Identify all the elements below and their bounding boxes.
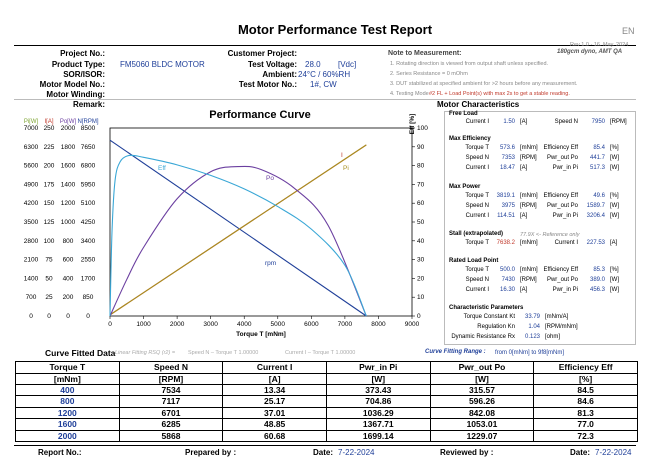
char-u1-cell: [A] (520, 213, 528, 219)
fit-cell: 1200 (16, 407, 120, 419)
language-toggle[interactable]: EN (622, 26, 635, 36)
voltage-label: Test Voltage: (247, 60, 297, 69)
note-item: 1. Rotating direction is viewed from output shaft unless specified. (390, 61, 549, 67)
char-v2-cell: 517.3 (589, 165, 605, 171)
fit-cell: 373.43 (326, 384, 430, 396)
char-u2-cell: [%] (610, 193, 619, 199)
char-u2-cell: [W] (610, 287, 619, 293)
eff-axis-tick: 50 (417, 219, 425, 226)
char-v1-cell: 18.47 (499, 165, 515, 171)
fit-header-cell: Torque T (16, 362, 120, 374)
fit-row (16, 419, 638, 431)
stall-current-label: Current I (554, 240, 578, 246)
left-axis-tick: 1000 (60, 219, 76, 226)
fit-header-cell: Current I (223, 362, 327, 374)
char-v1-cell: 114.51 (497, 213, 515, 219)
curve-label-rpm: rpm (265, 260, 277, 267)
testing-mode-value: #2 FL + Load Point(s) with max 2s to get a stable reading. (429, 91, 570, 97)
fit-cell: 25.17 (223, 396, 327, 408)
report-no-label: Report No.: (38, 448, 82, 457)
char-u2-cell: [W] (610, 277, 619, 283)
param-label: Torque Constant Kt (463, 314, 515, 320)
stall-torque-label: Torque T (465, 240, 489, 246)
char-u1-cell: [mNm] (520, 267, 538, 273)
eff-axis-tick: 70 (417, 181, 425, 189)
voltage-value: 28.0 (305, 60, 321, 69)
char-l1-cell: Speed N (465, 277, 489, 283)
fit-row (16, 430, 638, 442)
x-axis-tick: 8000 (371, 321, 386, 328)
left-axis-tick: 3500 (23, 219, 39, 226)
param-value: 33.79 (524, 314, 540, 320)
fit-unit-cell: [A] (223, 373, 327, 384)
left-axis-tick: 4900 (23, 181, 39, 189)
fit-header-cell: Speed N (119, 362, 223, 374)
char-l1-cell: Current I (465, 165, 489, 171)
left-axis-tick: 5100 (80, 200, 96, 208)
char-l1-cell: Torque T (465, 193, 489, 199)
fit-cell: 1367.71 (326, 419, 430, 431)
date-label: Date: (313, 448, 334, 457)
characteristics-title: Motor Characteristics (437, 100, 520, 109)
left-axis-tick: 225 (43, 143, 55, 151)
reviewed-date-value: 7-22-2024 (595, 448, 632, 457)
char-l1-cell: Speed N (465, 203, 489, 209)
project-no-label: Project No.: (60, 49, 105, 58)
left-axis-tick: 175 (43, 181, 55, 189)
left-axis-tick: 0 (86, 313, 90, 320)
report-title: Motor Performance Test Report (237, 22, 433, 37)
char-v1-cell: 500.0 (499, 267, 515, 273)
free-load-speed-value: 7950 (591, 119, 605, 125)
fit-cell: 704.86 (326, 396, 430, 408)
x-axis-label: Torque T [mNm] (236, 331, 286, 338)
curve-po (110, 166, 366, 316)
eff-axis-label: Eff [%] (409, 113, 416, 135)
char-v2-cell: 389.0 (589, 277, 605, 283)
x-axis-tick: 0 (108, 321, 112, 328)
char-u2-cell: [W] (610, 165, 619, 171)
left-axis-tick: 250 (43, 125, 55, 132)
char-l2-cell: Pwr_in Pi (552, 213, 578, 219)
left-axis-tick: 0 (66, 313, 70, 320)
revision-label: Rev 1.0 · 16. May. 2024 (570, 42, 629, 48)
free-load-current-unit: [A] (520, 119, 528, 125)
free-load-title: Free Load (449, 111, 478, 117)
char-u2-cell: [W] (610, 203, 619, 209)
char-v1-cell: 7353 (501, 155, 515, 161)
char-u1-cell: [RPM] (520, 155, 537, 161)
stall-current-value: 227.53 (586, 240, 605, 246)
curve-label-i: I (341, 152, 343, 159)
char-l2-cell: Pwr_out Po (546, 203, 578, 209)
char-u1-cell: [mNm] (520, 145, 538, 151)
char-v1-cell: 16.30 (499, 287, 515, 293)
model-label: Motor Model No.: (39, 80, 105, 89)
char-l2-cell: Efficiency Eff (543, 193, 578, 199)
left-axis-tick: 1200 (60, 200, 76, 208)
char-l2-cell: Pwr_in Pi (552, 287, 578, 293)
sor-label: SOR/ISOR: (63, 70, 105, 79)
left-axis-tick: 2000 (60, 125, 76, 132)
left-axis-tick: 800 (62, 237, 74, 245)
char-u1-cell: [A] (520, 165, 528, 171)
free-load-speed-unit: [RPM] (610, 119, 627, 125)
left-axis-tick: 0 (47, 313, 51, 320)
x-axis-tick: 9000 (404, 321, 420, 328)
footer-divider (14, 445, 636, 446)
eff-axis-tick: 100 (417, 125, 428, 132)
fit-row (16, 384, 638, 396)
left-axis-tick: 2550 (80, 256, 96, 264)
prepared-date-value: 7-22-2024 (338, 448, 375, 457)
left-axis-tick: 125 (43, 219, 55, 226)
char-l2-cell: Pwr_out Po (546, 155, 578, 161)
curve-label-eff: Eff (158, 165, 166, 172)
param-unit: [ohm] (545, 334, 561, 340)
left-axis-tick: 8500 (80, 125, 96, 132)
left-axis-tick: 2100 (23, 256, 39, 264)
char-v2-cell: 85.3 (593, 267, 605, 273)
fit-header-cell: Pwr_out Po (430, 362, 534, 374)
eff-axis-tick: 40 (417, 237, 425, 245)
note-item: 3. DUT stabilized at specified ambient for >2 hours before any measurement. (390, 81, 578, 87)
left-axis-tick: 850 (82, 294, 94, 302)
fit-cell: 6701 (119, 407, 223, 419)
char-v2-cell: 1589.7 (586, 203, 605, 209)
curve-eff (110, 155, 366, 316)
fit-cell: 72.3 (534, 430, 638, 442)
char-v1-cell: 3819.1 (496, 193, 515, 199)
fit-header-cell: Efficiency Eff (534, 362, 638, 374)
fit-units-row (16, 373, 638, 384)
chart-title: Performance Curve (209, 109, 311, 121)
x-axis-tick: 4000 (236, 321, 252, 328)
fit-header-cell: Pwr_in Pi (326, 362, 430, 374)
char-v2-cell: 49.6 (593, 193, 605, 199)
fit-unit-cell: [W] (326, 373, 430, 384)
stall-note: 77.9X <- Reference only (520, 232, 580, 238)
left-axis-tick: 2800 (23, 237, 39, 245)
char-v1-cell: 573.6 (499, 145, 515, 151)
fit-header-row (16, 362, 638, 374)
stall-torque-unit: [mNm] (520, 240, 538, 246)
curve-label-pi: Pi (343, 165, 349, 172)
stall-title: Stall (extrapolated) (449, 231, 504, 237)
fit-unit-cell: [W] (430, 373, 534, 384)
left-axis-tick: 50 (45, 275, 53, 283)
char-u2-cell: [W] (610, 213, 619, 219)
x-axis-tick: 3000 (203, 321, 218, 328)
x-axis-tick: 5000 (270, 321, 286, 328)
fit-cell: 60.68 (223, 430, 327, 442)
left-axis-header: Pi[W] (23, 119, 39, 125)
char-l2-cell: Efficiency Eff (543, 145, 578, 151)
left-axis-tick: 3400 (80, 237, 96, 245)
char-u1-cell: [RPM] (520, 203, 537, 209)
eff-axis-tick: 10 (417, 294, 425, 302)
performance-chart (0, 100, 445, 343)
char-l1-cell: Torque T (465, 145, 489, 151)
left-axis-header: N[RPM] (77, 119, 99, 125)
fit-cell: 1036.29 (326, 407, 430, 419)
product-type-value: FM5060 BLDC MOTOR (120, 60, 205, 69)
x-axis-tick: 2000 (169, 321, 185, 328)
fit-title: Curve Fitted Data (45, 348, 116, 358)
fit-cell: 2000 (16, 430, 120, 442)
char-u1-cell: [RPM] (520, 277, 537, 283)
left-axis-tick: 7000 (23, 125, 39, 132)
fit-row (16, 396, 638, 408)
x-axis-tick: 1000 (136, 321, 151, 328)
eff-axis-tick: 90 (417, 143, 425, 151)
left-axis-header: Po[W] (59, 119, 77, 125)
max-eff-title: Max Efficiency (449, 136, 491, 142)
rsq-current: Current I – Torque T 1.00000 (285, 350, 356, 356)
char-v2-cell: 456.3 (589, 287, 605, 293)
stall-torque-value: 7638.2 (496, 240, 515, 246)
left-axis-tick: 400 (62, 275, 74, 283)
eff-axis-tick: 0 (417, 313, 421, 320)
left-axis-tick: 1400 (23, 275, 39, 283)
reviewed-by-label: Reviewed by : (440, 448, 494, 457)
param-unit: [RPM/mNm] (545, 324, 578, 330)
fit-unit-cell: [%] (534, 373, 638, 384)
left-axis-tick: 4200 (23, 200, 39, 208)
char-v2-cell: 441.7 (589, 155, 605, 161)
date-label: Date: (570, 448, 591, 457)
stall-current-unit: [A] (610, 240, 618, 246)
note-item: 4. Testing Mode (390, 91, 429, 97)
char-v1-cell: 3975 (501, 203, 515, 209)
left-axis-tick: 75 (45, 256, 53, 264)
fit-cell: 6285 (119, 419, 223, 431)
eff-axis-tick: 80 (417, 162, 425, 170)
left-axis-tick: 1600 (60, 162, 76, 170)
fit-cell: 48.85 (223, 419, 327, 431)
left-axis-tick: 6300 (23, 143, 39, 151)
curve-label-po: Po (266, 175, 274, 182)
char-l2-cell: Pwr_in Pi (552, 165, 578, 171)
left-axis-tick: 200 (43, 162, 55, 170)
fit-cell: 842.08 (430, 407, 534, 419)
motor-no-value: 1#, CW (310, 80, 337, 89)
motor-no-label: Test Motor No.: (238, 80, 297, 89)
char-u2-cell: [W] (610, 155, 619, 161)
left-axis-tick: 5950 (80, 181, 96, 189)
remark-label: Remark: (72, 100, 105, 109)
free-load-current-label: Current I (465, 119, 489, 125)
fit-cell: 37.01 (223, 407, 327, 419)
fit-cell: 1600 (16, 419, 120, 431)
char-u2-cell: [%] (610, 267, 619, 273)
char-v2-cell: 85.4 (593, 145, 605, 151)
left-axis-tick: 200 (62, 294, 74, 302)
params-title: Characteristic Parameters (449, 305, 524, 311)
rsq-label: Linear Fitting RSQ (r2) = (115, 350, 176, 356)
prepared-by-label: Prepared by : (185, 448, 237, 457)
fit-cell: 7534 (119, 384, 223, 396)
char-v1-cell: 7430 (501, 277, 515, 283)
char-v2-cell: 3206.4 (586, 213, 605, 219)
fit-range-label: Curve Fitting Range : (425, 349, 486, 355)
char-u1-cell: [A] (520, 287, 528, 293)
param-unit: [mNm/A] (545, 314, 569, 320)
left-axis-tick: 7650 (80, 143, 96, 151)
ambient-value: 24°C / 60%RH (298, 70, 351, 79)
fit-cell: 315.57 (430, 384, 534, 396)
eff-axis-tick: 20 (417, 275, 425, 283)
fit-cell: 1699.14 (326, 430, 430, 442)
fit-cell: 7117 (119, 396, 223, 408)
fit-table (15, 361, 638, 442)
char-l1-cell: Current I (465, 287, 489, 293)
fit-cell: 77.0 (534, 419, 638, 431)
x-axis-tick: 7000 (337, 321, 353, 328)
param-value: 1.04 (528, 324, 540, 330)
notes-title: Note to Measurement: (388, 50, 462, 57)
left-axis-tick: 4250 (80, 219, 96, 226)
product-type-label: Product Type: (51, 60, 105, 69)
customer-label: Customer Project: (227, 49, 297, 58)
fit-cell: 81.3 (534, 407, 638, 419)
left-axis-tick: 600 (62, 256, 74, 264)
fit-cell: 1229.07 (430, 430, 534, 442)
voltage-unit: [Vdc] (338, 60, 357, 69)
x-axis-tick: 6000 (304, 321, 319, 328)
rated-title: Rated Load Point (449, 258, 499, 264)
char-l1-cell: Speed N (465, 155, 489, 161)
left-axis-header: I[A] (44, 119, 54, 125)
fit-unit-cell: [mNm] (16, 373, 120, 384)
char-l1-cell: Torque T (465, 267, 489, 273)
fit-cell: 5868 (119, 430, 223, 442)
char-l2-cell: Pwr_out Po (546, 277, 578, 283)
char-u2-cell: [%] (610, 145, 619, 151)
note-item: 2. Series Resistance = 0 mOhm (390, 71, 468, 77)
eff-axis-tick: 60 (417, 200, 425, 208)
left-axis-tick: 1800 (60, 143, 76, 151)
left-axis-tick: 100 (43, 237, 55, 245)
fit-row (16, 407, 638, 419)
fit-cell: 84.5 (534, 384, 638, 396)
header-divider (14, 45, 636, 46)
plot-area (110, 128, 412, 316)
param-value: 0.123 (524, 334, 540, 340)
ambient-label: Ambient: (262, 70, 297, 79)
dyno-label: 180gcm dyno, AMT QA (557, 49, 623, 55)
char-l1-cell: Current I (465, 213, 489, 219)
fit-cell: 800 (16, 396, 120, 408)
fit-cell: 1053.01 (430, 419, 534, 431)
left-axis-tick: 150 (43, 200, 55, 208)
fit-range-value: from 0[mNm] to 9f8[mNm] (495, 350, 565, 356)
left-axis-tick: 700 (25, 294, 37, 302)
left-axis-tick: 1700 (80, 275, 96, 283)
rsq-speed: Speed N – Torque T 1.00000 (188, 350, 259, 356)
char-u1-cell: [mNm] (520, 193, 538, 199)
winding-label: Motor Winding: (46, 90, 105, 99)
free-load-speed-label: Speed N (554, 119, 578, 125)
fit-cell: 400 (16, 384, 120, 396)
max-power-title: Max Power (449, 184, 481, 190)
fit-cell: 84.6 (534, 396, 638, 408)
left-axis-tick: 5600 (23, 162, 39, 170)
left-axis-tick: 25 (45, 294, 53, 302)
free-load-current-value: 1.50 (503, 119, 515, 125)
left-axis-tick: 6800 (80, 162, 96, 170)
fit-cell: 13.34 (223, 384, 327, 396)
left-axis-tick: 1400 (60, 181, 76, 189)
param-label: Regulation Kn (477, 324, 515, 330)
fit-unit-cell: [RPM] (119, 373, 223, 384)
char-l2-cell: Efficiency Eff (543, 267, 578, 273)
eff-axis-tick: 30 (417, 256, 425, 264)
left-axis-tick: 0 (29, 313, 33, 320)
fit-cell: 596.26 (430, 396, 534, 408)
param-label: Dynamic Resistance Rx (451, 334, 515, 340)
